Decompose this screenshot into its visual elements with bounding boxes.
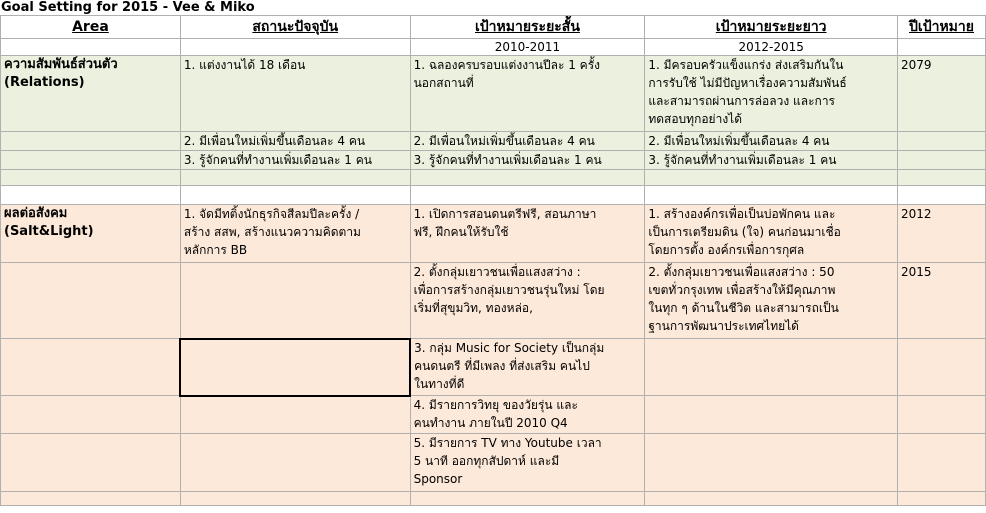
empty-cell[interactable] [645,170,898,186]
empty-cell[interactable] [898,170,986,186]
target-year-cell[interactable] [898,396,986,434]
subheader-short[interactable]: 2010-2011 [410,39,645,56]
current-cell[interactable] [180,263,410,339]
table-row [1,56,986,132]
table-row [1,492,986,506]
long-goal-cell[interactable] [645,434,898,492]
long-goal-cell[interactable]: 3. รู้จักคนที่ทำงานเพิ่มเดือนละ 1 คน [645,151,898,170]
table-row [1,263,986,339]
target-year-cell[interactable] [898,151,986,170]
short-goal-cell[interactable]: 4. มีรายการวิทยุ ของวัยรุ่น และ คนทำงาน ภายในปี 2010 Q4 [410,396,645,434]
selected-cell[interactable] [180,339,410,396]
current-cell[interactable]: 1. จัดมีทติ้งนักธุรกิจสีลมปีละครั้ง / สร้าง สสพ, สร้างแนวความคิดตาม หลักการ BB [180,205,410,263]
current-cell[interactable]: 1. แต่งงานได้ 18 เดือน [180,56,410,132]
table-row [1,396,986,434]
area-cell[interactable] [1,132,181,151]
empty-cell[interactable] [410,186,645,205]
area-cell[interactable] [1,263,181,339]
empty-cell[interactable] [1,186,181,205]
empty-cell[interactable] [1,170,181,186]
short-goal-cell[interactable]: 1. ฉลองครบรอบแต่งงานปีละ 1 ครั้ง นอกสถานที่ [410,56,645,132]
subheader-empty[interactable] [180,39,410,56]
area-relations[interactable]: ความสัมพันธ์ส่วนตัว (Relations) [1,56,181,132]
empty-cell[interactable] [180,492,410,506]
long-goal-cell[interactable]: 2. มีเพื่อนใหม่เพิ่มขึ้นเดือนละ 4 คน [645,132,898,151]
long-goal-cell[interactable]: 2. ตั้งกลุ่มเยาวชนเพื่อแสงสว่าง : 50 เขตทั่วกรุงเทพ เพื่อสร้างให้มีคุณภาพ ในทุก ๆ ด้านในชีวิต และสามารถเป็น ฐานการพัฒนาประเทศไทยได้ [645,263,898,339]
table-row [1,151,986,170]
table-row [1,205,986,263]
empty-cell[interactable] [180,170,410,186]
area-cell[interactable] [1,339,181,396]
long-goal-cell[interactable] [645,396,898,434]
current-cell[interactable] [180,396,410,434]
table-row [1,339,986,396]
target-year-cell[interactable] [898,434,986,492]
empty-cell[interactable] [410,170,645,186]
subheader-empty[interactable] [898,39,986,56]
area-social[interactable]: ผลต่อสังคม (Salt&Light) [1,205,181,263]
subheader-row [1,39,986,56]
header-area[interactable]: Area [1,16,181,39]
long-goal-cell[interactable]: 1. สร้างองค์กรเพื่อเป็นบ่อพักคน และ เป็นการเตรียมดิน (ใจ) คนก่อนมาเชื่อ โดยการตั้ง องค์กรเพื่อการกุศล [645,205,898,263]
header-year[interactable]: ปีเป้าหมาย [898,16,986,39]
short-goal-cell[interactable]: 5. มีรายการ TV ทาง Youtube เวลา 5 นาที ออกทุกสัปดาห์ และมี Sponsor [410,434,645,492]
empty-cell[interactable] [645,186,898,205]
sheet-title[interactable]: Goal Setting for 2015 - Vee & Miko [1,0,255,15]
target-year-cell[interactable]: 2012 [898,205,986,263]
short-goal-cell[interactable]: 2. ตั้งกลุ่มเยาวชนเพื่อแสงสว่าง : เพื่อการสร้างกลุ่มเยาวชนรุ่นใหม่ โดย เริ่มที่สุขุมวิท, ทองหล่อ, [410,263,645,339]
header-current[interactable]: สถานะปัจจุบัน [180,16,410,39]
target-year-cell[interactable] [898,132,986,151]
header-long[interactable]: เป้าหมายระยะยาว [645,16,898,39]
header-short[interactable]: เป้าหมายระยะสั้น [410,16,645,39]
subheader-empty[interactable] [1,39,181,56]
goal-table [0,15,986,506]
current-cell[interactable]: 2. มีเพื่อนใหม่เพิ่มขึ้นเดือนละ 4 คน [180,132,410,151]
empty-cell[interactable] [898,186,986,205]
target-year-cell[interactable] [898,339,986,396]
table-row [1,186,986,205]
short-goal-cell[interactable]: 1. เปิดการสอนดนตรีฟรี, สอนภาษา ฟรี, ฝึกคนให้รับใช้ [410,205,645,263]
area-cell[interactable] [1,151,181,170]
table-row [1,132,986,151]
current-cell[interactable]: 3. รู้จักคนที่ทำงานเพิ่มเดือนละ 1 คน [180,151,410,170]
target-year-cell[interactable]: 2015 [898,263,986,339]
current-cell[interactable] [180,434,410,492]
area-cell[interactable] [1,434,181,492]
target-year-cell[interactable]: 2079 [898,56,986,132]
short-goal-cell[interactable]: 2. มีเพื่อนใหม่เพิ่มขึ้นเดือนละ 4 คน [410,132,645,151]
empty-cell[interactable] [645,492,898,506]
header-row [1,16,986,39]
short-goal-cell[interactable]: 3. กลุ่ม Music for Society เป็นกลุ่ม คนดนตรี ที่มีเพลง ที่ส่งเสริม คนไป ในทางที่ดี [410,339,645,396]
subheader-long[interactable]: 2012-2015 [645,39,898,56]
short-goal-cell[interactable]: 3. รู้จักคนที่ทำงานเพิ่มเดือนละ 1 คน [410,151,645,170]
empty-cell[interactable] [1,492,181,506]
long-goal-cell[interactable]: 1. มีครอบครัวแข็งแกร่ง ส่งเสริมกันใน การรับใช้ ไม่มีปัญหาเรื่องความสัมพันธ์ และสามารถผ่านการล่อลวง และการ ทดสอบทุกอย่างได้ [645,56,898,132]
table-row [1,170,986,186]
long-goal-cell[interactable] [645,339,898,396]
empty-cell[interactable] [180,186,410,205]
empty-cell[interactable] [410,492,645,506]
area-cell[interactable] [1,396,181,434]
table-row [1,434,986,492]
empty-cell[interactable] [898,492,986,506]
